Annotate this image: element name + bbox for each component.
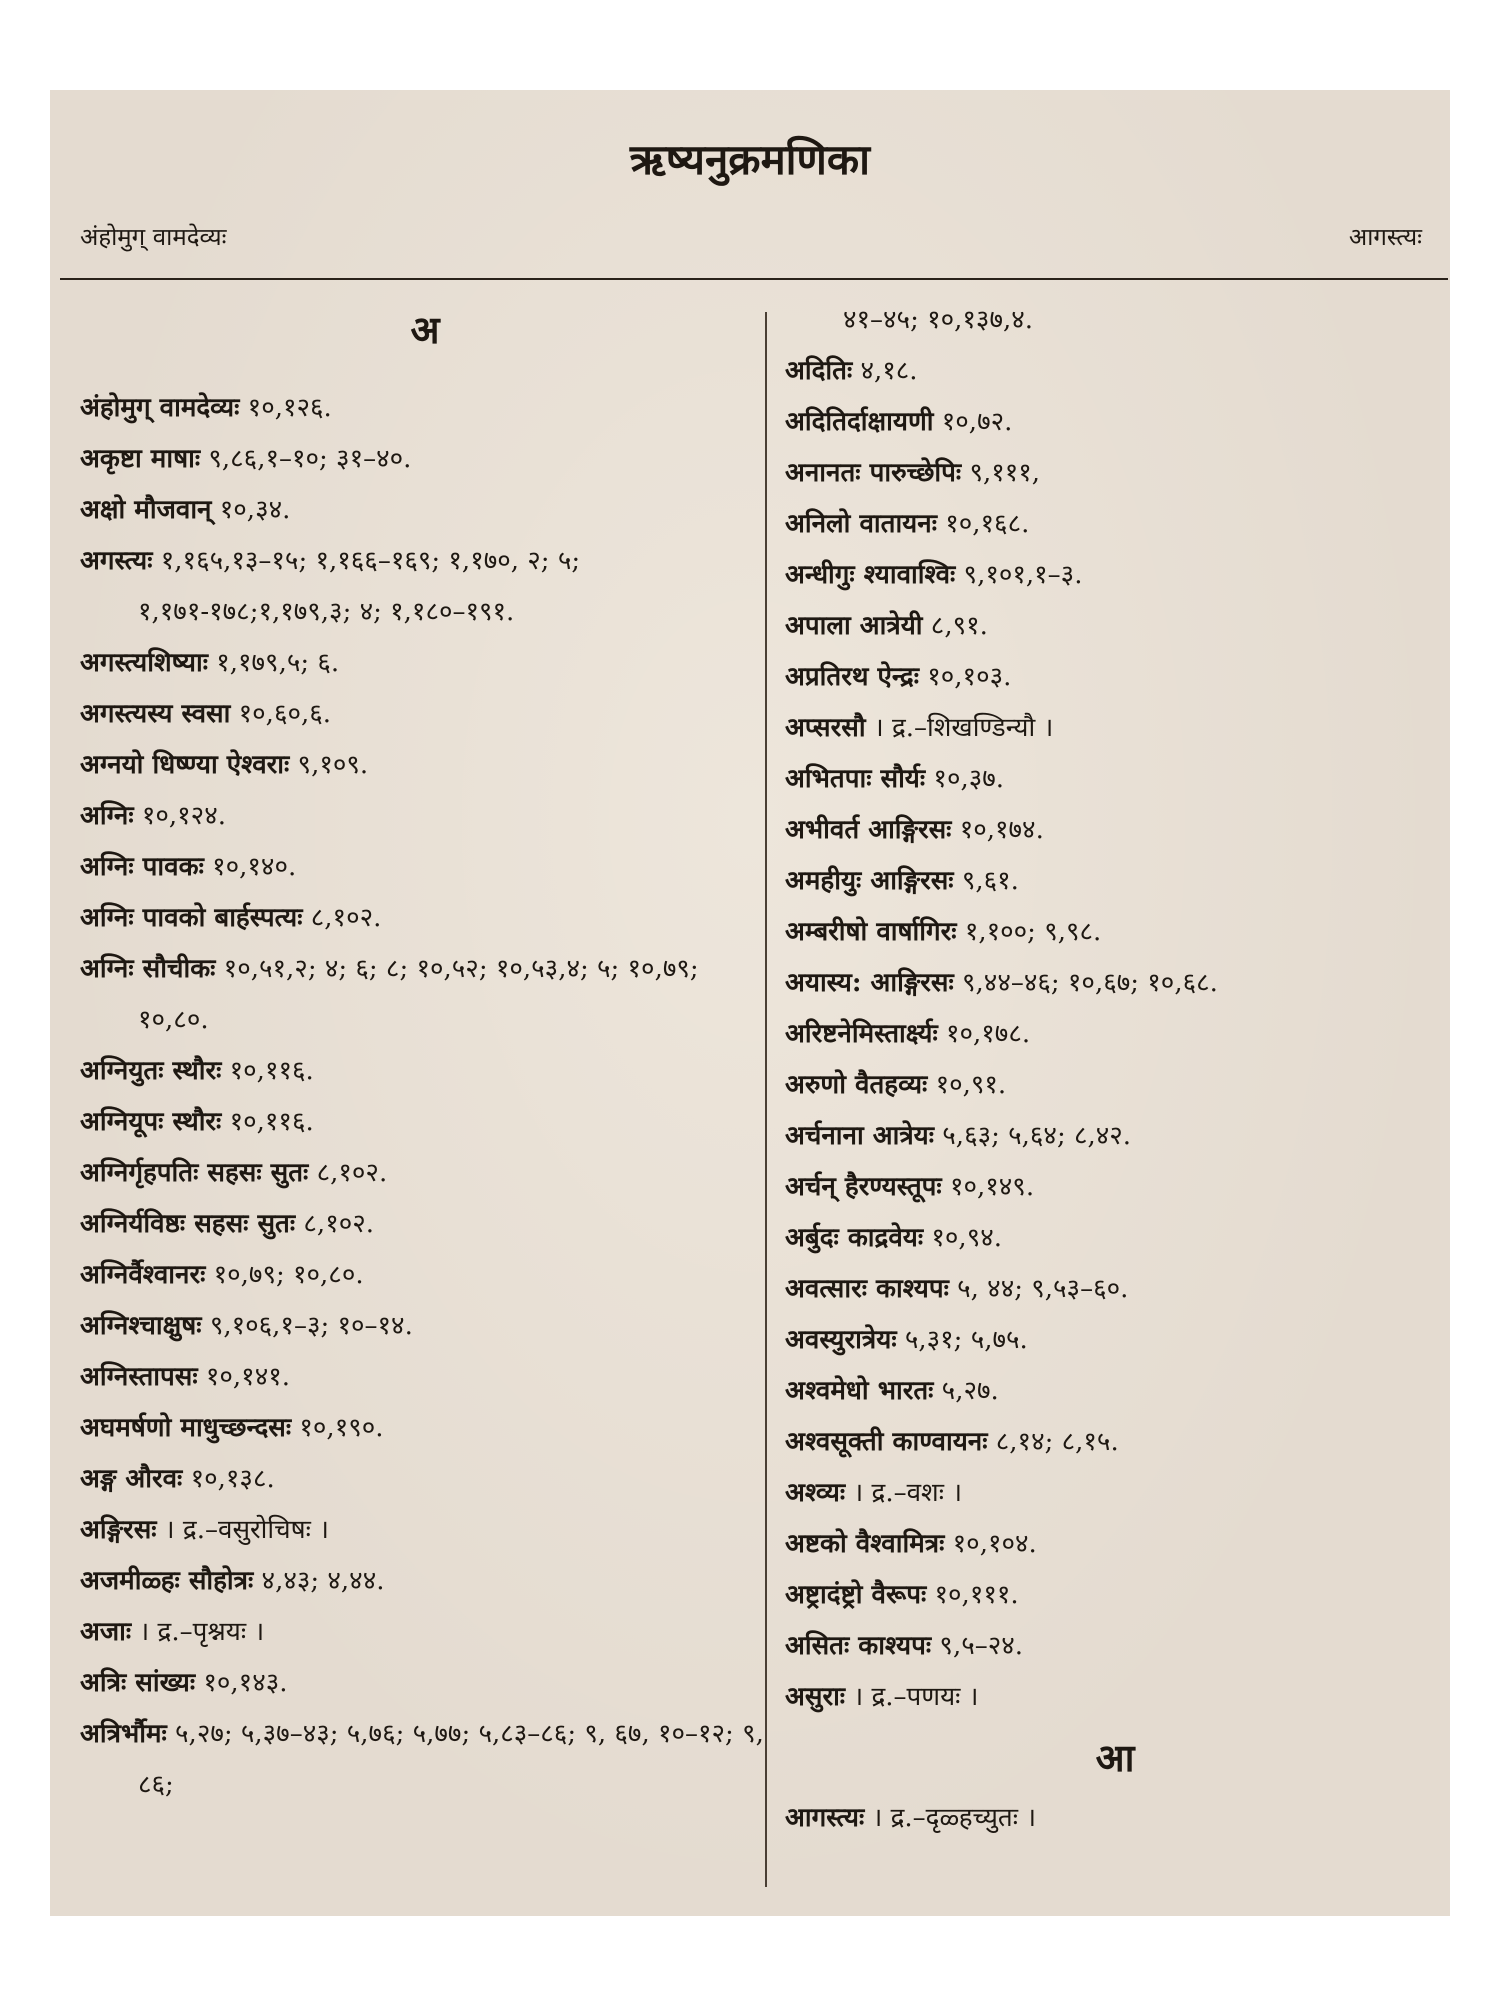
entry-references: ९,८६,१–१०; ३१–४०. — [200, 444, 412, 474]
entry-headword: अर्बुदः काद्रवेयः — [785, 1223, 924, 1253]
entry-headword: अगस्त्यः — [80, 546, 153, 576]
index-entry — [80, 893, 770, 944]
entry-headword: अनिलो वातायनः — [785, 509, 937, 539]
entry-headword: अदितिर्दाक्षायणी — [785, 407, 934, 437]
entry-references: ९,१०९. — [289, 750, 369, 780]
entry-references: । द्र.–वशः । — [845, 1478, 963, 1508]
index-entry — [785, 1213, 1445, 1264]
entry-references: ५,२७; ५,३७–४३; ५,७६; ५,७७; ५,८३–८६; ९, ६७, १०–१२; ९, ८६; — [138, 1719, 764, 1800]
index-entry — [80, 1658, 770, 1709]
entry-references: ५,२७. — [933, 1376, 999, 1406]
entry-headword: अश्वसूक्ती काण्वायनः — [785, 1427, 988, 1457]
entry-references: १०,१२४. — [133, 801, 226, 831]
entry-headword: अनानतः पारुच्छेपिः — [785, 458, 962, 488]
entry-headword: अग्निः — [80, 801, 134, 831]
entry-headword: अत्रिः सांख्यः — [80, 1668, 196, 1698]
index-entry — [80, 383, 770, 434]
index-entry — [80, 791, 770, 842]
entry-references: १०,१४३. — [195, 1668, 288, 1698]
index-entry — [80, 485, 770, 536]
header-rule — [60, 278, 1448, 280]
entry-references: १,१७९,५; ६. — [207, 648, 340, 678]
spacer — [80, 365, 770, 383]
entry-references: १०,१४१. — [197, 1362, 291, 1392]
index-entry — [785, 550, 1445, 601]
entry-references: १०,१११. — [926, 1580, 1019, 1610]
index-entry — [80, 1454, 770, 1505]
entry-headword: अरिष्टनेमिस्तार्क्ष्यः — [785, 1019, 938, 1049]
index-entry — [785, 703, 1445, 754]
index-entry — [80, 1556, 770, 1607]
index-entry — [785, 1111, 1445, 1162]
index-entry — [785, 601, 1445, 652]
entry-headword: अरुणो वैतहव्यः — [785, 1070, 928, 1100]
entry-headword: असुराः — [785, 1682, 846, 1712]
index-entry — [785, 499, 1445, 550]
index-entry — [785, 1162, 1445, 1213]
index-entry — [80, 842, 770, 893]
entry-references: १०,१२६. — [239, 393, 332, 423]
entry-references: ८,१०२. — [308, 1158, 388, 1188]
index-entry — [785, 1315, 1445, 1366]
entry-references: ९,१०६,१–३; १०–१४. — [201, 1311, 413, 1341]
entry-headword: अग्निर्गृहपतिः सहसः सुतः — [80, 1158, 309, 1188]
index-entry — [80, 1505, 770, 1556]
entry-headword: अष्ट्रादंष्ट्रो वैरूपः — [785, 1580, 927, 1610]
index-entry — [80, 740, 770, 791]
left-column — [80, 295, 770, 1811]
entry-references: ९,१११, — [961, 458, 1041, 488]
section-letter-aa: आ — [1095, 1735, 1135, 1780]
entry-headword: अग्निस्तापसः — [80, 1362, 198, 1392]
entry-headword: अग्नियुतः स्थौरः — [80, 1056, 222, 1086]
entry-references: १०,१७४. — [951, 815, 1044, 845]
entry-headword: अग्निः सौचीकः — [80, 954, 216, 984]
entry-references: ९,४४–४६; १०,६७; १०,६८. — [953, 968, 1218, 998]
entry-references: १०,७२. — [933, 407, 1013, 437]
entry-headword: अदितिः — [785, 356, 853, 386]
right-column — [785, 295, 1445, 1844]
entry-headword: अर्चन् हैरण्यस्तूपः — [785, 1172, 942, 1202]
entry-headword: असितः काश्यपः — [785, 1631, 932, 1661]
entry-headword: अवत्सारः काश्यपः — [785, 1274, 949, 1304]
entry-headword: अभीवर्त आङ्गिरसः — [785, 815, 952, 845]
index-entry — [785, 1060, 1445, 1111]
entry-headword: अङ्गिरसः — [80, 1515, 157, 1545]
index-entry — [80, 1403, 770, 1454]
index-entry — [80, 1097, 770, 1148]
entry-headword: अग्निः पावको बार्हस्पत्यः — [80, 903, 303, 933]
entry-references: १०,९१. — [927, 1070, 1007, 1100]
index-entry — [785, 397, 1445, 448]
entry-headword: अश्व्यः — [785, 1478, 846, 1508]
index-entry — [80, 689, 770, 740]
entry-references: । द्र.–दृळ्हच्युतः । — [864, 1803, 1037, 1833]
entry-headword: अर्चनाना आत्रेयः — [785, 1121, 935, 1151]
entry-headword: अजमीळ्हः सौहोत्रः — [80, 1566, 254, 1596]
index-entry — [80, 1301, 770, 1352]
index-entry — [80, 638, 770, 689]
index-entry — [80, 536, 770, 638]
entry-headword: अत्रिर्भौमः — [80, 1719, 167, 1749]
entry-headword: अन्धीगुः श्यावाश्विः — [785, 560, 956, 590]
entry-headword: अमहीयुः आङ्गिरसः — [785, 866, 954, 896]
page-title: ऋष्यनुक्रमणिका — [629, 135, 871, 184]
index-entry — [785, 346, 1445, 397]
entry-references: । द्र.–पृश्नयः । — [131, 1617, 265, 1647]
index-entry — [785, 1264, 1445, 1315]
entry-references: १०,१४०. — [203, 852, 297, 882]
entry-references: ९,१०१,१–३. — [955, 560, 1083, 590]
entry-references: १०,१०३. — [918, 662, 1012, 692]
entry-headword: अग्निश्चाक्षुषः — [80, 1311, 202, 1341]
entry-headword: अम्बरीषो वार्षागिरः — [785, 917, 957, 947]
entry-headword: अगस्त्यस्य स्वसा — [80, 699, 231, 729]
right-entry-list-aa — [785, 1793, 1445, 1844]
entry-references: १०,१४९. — [941, 1172, 1035, 1202]
entry-references: १,१६५,१३–१५; १,१६६–१६९; १,१७०, २; ५; १,१७१-१७८;१,१७९,३; ४; १,१८०–१९१. — [138, 546, 581, 627]
index-entry — [785, 652, 1445, 703]
entry-references: १०,७९; १०,८०. — [205, 1260, 364, 1290]
index-entry — [785, 1793, 1445, 1844]
index-entry — [785, 754, 1445, 805]
entry-headword: अक्षो मौजवान् — [80, 495, 212, 525]
index-entry — [785, 856, 1445, 907]
index-entry — [785, 1519, 1445, 1570]
entry-references: । द्र.–पणयः । — [845, 1682, 979, 1712]
index-entry — [80, 1046, 770, 1097]
entry-headword: अगस्त्यशिष्याः — [80, 648, 208, 678]
index-entry — [80, 1199, 770, 1250]
entry-headword: अयास्य: आङ्गिरसः — [785, 968, 954, 998]
index-entry — [785, 907, 1445, 958]
entry-references: ८,१४; ८,१५. — [987, 1427, 1119, 1457]
column-divider — [765, 312, 767, 1887]
right-entry-list — [785, 346, 1445, 1723]
index-entry — [80, 1352, 770, 1403]
entry-references: । द्र.–वसुरोचिषः । — [156, 1515, 330, 1545]
entry-references: १०,१६८. — [936, 509, 1030, 539]
index-entry — [80, 1709, 770, 1811]
index-entry — [80, 434, 770, 485]
entry-references: १०,६०,६. — [230, 699, 332, 729]
entry-references: १०,१३८. — [182, 1464, 275, 1494]
entry-references: १०,९४. — [923, 1223, 1002, 1253]
entry-headword: अप्रतिरथ ऐन्द्रः — [785, 662, 919, 692]
entry-headword: अघमर्षणो माधुच्छन्दसः — [80, 1413, 292, 1443]
index-entry — [785, 1366, 1445, 1417]
running-head-right: आगस्त्यः — [1348, 223, 1422, 251]
entry-references: १०,११६. — [221, 1107, 314, 1137]
entry-references: १०,३७. — [925, 764, 1005, 794]
left-entry-list — [80, 383, 770, 1811]
book-page — [50, 90, 1450, 1916]
entry-headword: अवस्युरात्रेयः — [785, 1325, 897, 1355]
index-entry — [80, 1607, 770, 1658]
index-entry — [785, 805, 1445, 856]
index-entry — [785, 1621, 1445, 1672]
entry-headword: अभितपाः सौर्यः — [785, 764, 926, 794]
section-letter-a: अ — [410, 307, 440, 352]
entry-references: ८,९१. — [922, 611, 988, 641]
index-entry — [80, 1148, 770, 1199]
entry-headword: अष्टको वैश्वामित्रः — [785, 1529, 945, 1559]
index-entry — [80, 944, 770, 1046]
entry-headword: अपाला आत्रेयी — [785, 611, 923, 641]
entry-headword: अजाः — [80, 1617, 132, 1647]
entry-references: ९,६१. — [953, 866, 1019, 896]
entry-references: १०,५१,२; ४; ६; ८; १०,५२; १०,५३,४; ५; १०,७९; १०,८०. — [138, 954, 699, 1035]
entry-references: १०,११६. — [221, 1056, 314, 1086]
entry-references: १०,१९०. — [291, 1413, 384, 1443]
entry-references: ४,१८. — [852, 356, 918, 386]
index-entry — [785, 958, 1445, 1009]
continuation-line: ४१–४५; १०,१३७,४. — [843, 305, 1034, 335]
entry-headword: अग्नयो धिष्ण्या ऐश्वराः — [80, 750, 290, 780]
entry-headword: अंहोमुग् वामदेव्यः — [80, 393, 240, 423]
entry-references: १०,१७८. — [937, 1019, 1031, 1049]
index-entry — [80, 1250, 770, 1301]
entry-references: ८,१०२. — [295, 1209, 375, 1239]
index-entry — [785, 1570, 1445, 1621]
index-entry — [785, 1468, 1445, 1519]
entry-headword: आगस्त्यः — [785, 1803, 865, 1833]
entry-headword: अङ्ग औरवः — [80, 1464, 183, 1494]
index-entry — [785, 1417, 1445, 1468]
entry-headword: अग्निर्यविष्ठः सहसः सुतः — [80, 1209, 296, 1239]
entry-references: ५,६३; ५,६४; ८,४२. — [934, 1121, 1132, 1151]
entry-references: ५, ४४; ९,५३–६०. — [948, 1274, 1129, 1304]
entry-references: ९,५–२४. — [931, 1631, 1024, 1661]
entry-headword: अग्निर्वैश्वानरः — [80, 1260, 206, 1290]
entry-references: १०,३४. — [211, 495, 291, 525]
index-entry — [785, 1672, 1445, 1723]
entry-headword: अप्सरसौ — [785, 713, 866, 743]
entry-headword: अग्नियूपः स्थौरः — [80, 1107, 222, 1137]
entry-references: ५,३१; ५,७५. — [896, 1325, 1028, 1355]
entry-references: ४,४३; ४,४४. — [253, 1566, 385, 1596]
entry-headword: अकृष्टा माषाः — [80, 444, 201, 474]
entry-headword: अग्निः पावकः — [80, 852, 204, 882]
entry-headword: अश्वमेधो भारतः — [785, 1376, 934, 1406]
entry-references: १०,१०४. — [944, 1529, 1037, 1559]
index-entry — [785, 1009, 1445, 1060]
entry-references: । द्र.–शिखण्डिन्यौ । — [865, 713, 1054, 743]
running-head-left: अंहोमुग् वामदेव्यः — [80, 223, 227, 251]
entry-references: १,१००; ९,९८. — [956, 917, 1102, 947]
entry-references: ८,१०२. — [302, 903, 382, 933]
index-entry — [785, 448, 1445, 499]
